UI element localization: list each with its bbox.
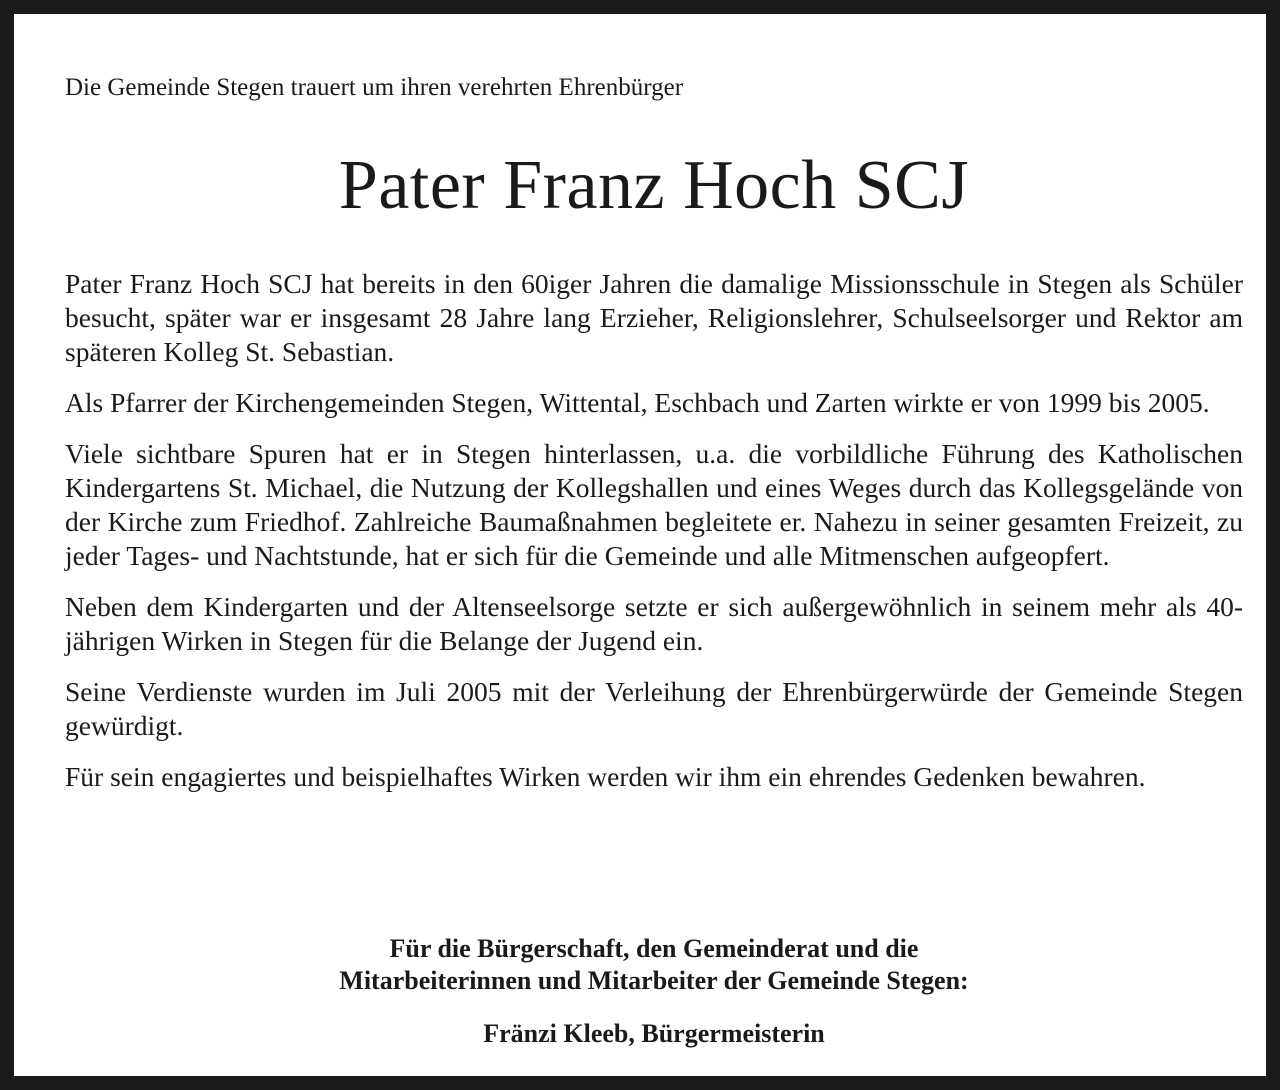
- signatory-name: Fränzi Kleeb, Bürgermeisterin: [483, 1019, 825, 1048]
- paragraph-remembrance: Für sein engagiertes und beispielhaftes Wirken werden wir ihm ein ehrendes Gedenken bewahren.: [65, 761, 1146, 792]
- deceased-name-title: Pater Franz Hoch SCJ: [338, 147, 970, 224]
- paragraph-biography: Pater Franz Hoch SCJ hat bereits in den 60iger Jahren die damalige Missionsschule in Stegen als Schüler besucht, später war er insgesamt 28 Jahre lang Erzieher, Religionslehrer, Schulseelsorger und Rektor am späteren Kolleg St. Sebastian.: [65, 268, 1243, 367]
- signature-line-2: Mitarbeiterinnen und Mitarbeiter der Gemeinde Stegen:: [339, 966, 969, 995]
- paragraph-traces: Viele sichtbare Spuren hat er in Stegen hinterlassen, u.a. die vorbildliche Führung des Katholischen Kindergartens St. Michael, die Nutzung der Kollegshallen und eines Weges durch das Kollegsgelände von der Kirche zum Friedhof. Zahlreiche Baumaßnahmen begleitete er. Nahezu in seiner gesamten Freizeit, zu jeder Tages- und Nachtstunde, hat er sich für die Gemeinde und alle Mitmenschen aufgeopfert.: [65, 438, 1243, 571]
- paragraph-honors: Seine Verdienste wurden im Juli 2005 mit der Verleihung der Ehrenbürgerwürde der Gemeinde Stegen gewürdigt.: [65, 676, 1243, 741]
- intro-line: Die Gemeinde Stegen trauert um ihren verehrten Ehrenbürger: [65, 74, 684, 101]
- paragraph-pastor: Als Pfarrer der Kirchengemeinden Stegen, Wittental, Eschbach und Zarten wirkte er von 1999 bis 2005.: [65, 387, 1210, 418]
- paragraph-youth: Neben dem Kindergarten und der Altenseelsorge setzte er sich außergewöhnlich in seinem mehr als 40-jährigen Wirken in Stegen für die Belange der Jugend ein.: [65, 591, 1243, 656]
- signature-line-1: Für die Bürgerschaft, den Gemeinderat und die: [389, 934, 919, 963]
- notice-body: [65, 267, 1243, 811]
- signature-block: [65, 933, 1243, 1050]
